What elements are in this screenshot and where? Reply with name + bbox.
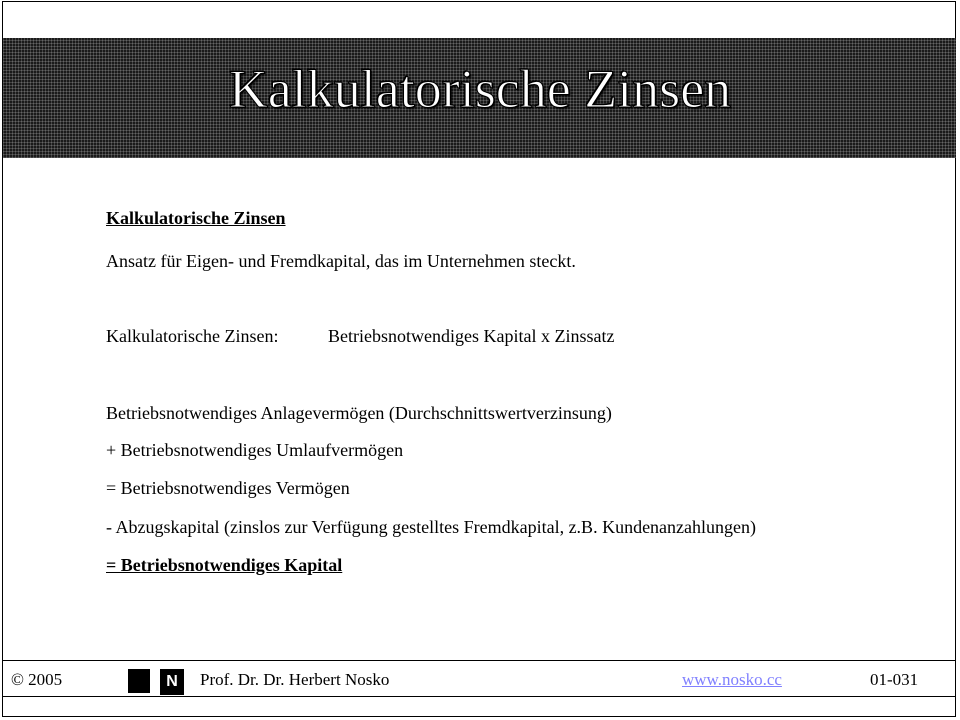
calc-line-abzugskapital: - Abzugskapital (zinslos zur Verfügung gestelltes Fremdkapital, z.B. Kundenanzahlungen) — [106, 517, 757, 537]
logo-n-icon: N — [160, 669, 184, 695]
formula-value: Betriebsnotwendiges Kapital x Zinssatz — [328, 326, 615, 346]
formula-line — [106, 327, 614, 345]
calc-line-umlaufvermoegen: + Betriebsnotwendiges Umlaufvermögen — [106, 440, 404, 460]
slide-title: Kalkulatorische Zinsen — [228, 59, 732, 119]
copyright-text: © 2005 — [11, 670, 63, 689]
formula-label: Kalkulatorische Zinsen: — [106, 326, 279, 346]
footer-bottom-divider — [3, 696, 956, 697]
section-heading: Kalkulatorische Zinsen — [106, 208, 286, 228]
calc-line-vermoegen: = Betriebsnotwendiges Vermögen — [106, 478, 350, 498]
author-name: Prof. Dr. Dr. Herbert Nosko — [200, 670, 390, 689]
result-line: = Betriebsnotwendiges Kapital — [106, 555, 343, 575]
slide-number: 01-031 — [870, 670, 919, 689]
calc-line-anlagevermoegen: Betriebsnotwendiges Anlagevermögen (Durchschnittswertverzinsung) — [106, 403, 612, 423]
definition-text: Ansatz für Eigen- und Fremdkapital, das im Unternehmen steckt. — [106, 251, 576, 271]
logo-black-square-icon — [128, 669, 150, 693]
website-link[interactable]: www.nosko.cc — [682, 670, 782, 689]
